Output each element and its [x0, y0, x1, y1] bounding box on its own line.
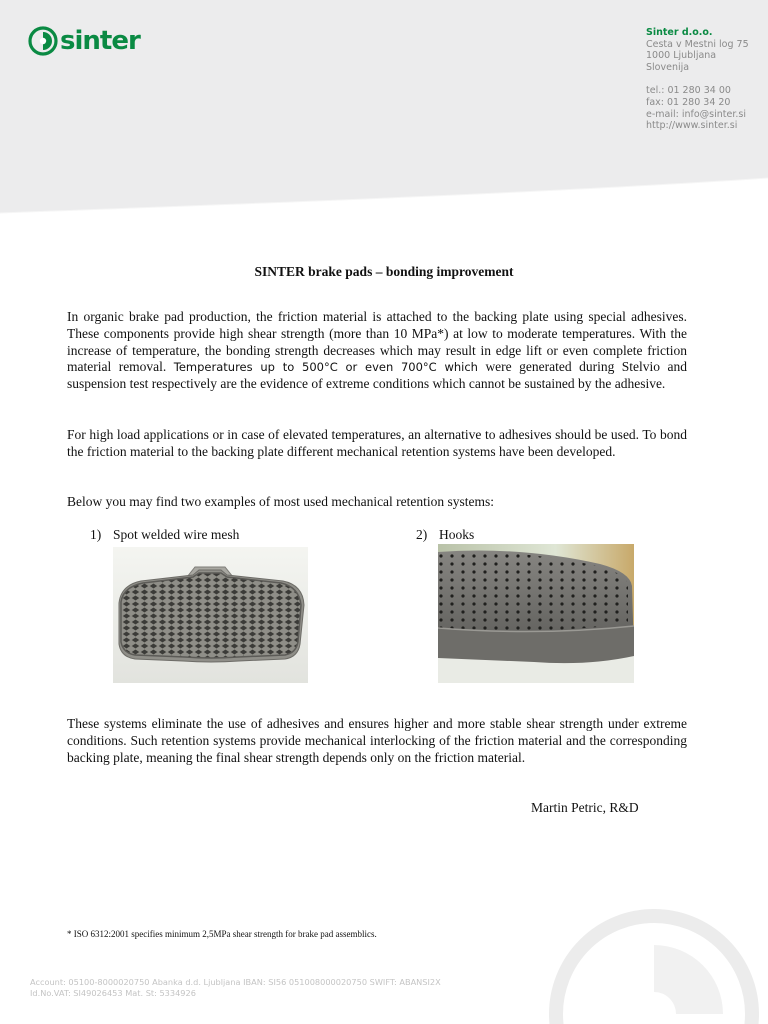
- temperature-text: Temperatures up to 500°C or even 700°C which: [173, 360, 478, 375]
- contact-website[interactable]: http://www.sinter.si: [646, 120, 738, 132]
- signature: Martin Petric, R&D: [531, 800, 639, 815]
- address-line: Cesta v Mestni log 75: [646, 38, 749, 50]
- list-item-hooks: 2) Hooks: [416, 527, 475, 542]
- footer-vat-line: Id.No.VAT: SI49026453 Mat. St: 5334926: [30, 988, 196, 998]
- list-item-wire-mesh: 1) Spot welded wire mesh: [90, 527, 240, 542]
- paragraph-2: For high load applications or in case of elevated temperatures, an alternative to adhesives should be used. To bond the friction material to the backing plate different mechanical retention systems have been developed.: [67, 427, 687, 459]
- footnote: * ISO 6312:2001 specifies minimum 2,5MPa shear strength for brake pad assemblics.: [67, 929, 377, 939]
- address-line: Slovenija: [646, 61, 690, 73]
- footer-account-line: Account: 05100-8000020750 Abanka d.d. Ljubljana IBAN: SI56 051008000020750 SWIFT: ABANSI2X: [30, 977, 441, 987]
- wire-mesh-brake-pad-photo: [113, 547, 308, 683]
- logo-watermark: [540, 900, 768, 1024]
- contact-fax: fax: 01 280 34 20: [646, 96, 731, 108]
- hooks-brake-pad-photo: [438, 544, 634, 683]
- paragraph-1: In organic brake pad production, the friction material is attached to the backing plate using special adhesives. These components provide high shear strength (more than 10 MPa*) at low to moderate temperatures. With the increase of temperature, the bonding strength decreases which may result in edge lift or even complete friction material removal. Temperatures up to 500°C or even 700°C which were generated during Stelvio and suspension test respectively are the evidence of extreme conditions which cannot be sustained by the adhesive.: [67, 309, 687, 392]
- sinter-logo-icon: [28, 26, 58, 56]
- contact-email[interactable]: e-mail: info@sinter.si: [646, 108, 746, 120]
- contact-phone: tel.: 01 280 34 00: [646, 85, 731, 97]
- company-address-block: [646, 27, 749, 132]
- paragraph-3: Below you may find two examples of most used mechanical retention systems:: [67, 494, 495, 509]
- footer-bank-info: [30, 977, 441, 999]
- paragraph-4: These systems eliminate the use of adhesives and ensures higher and more stable shear strength under extreme conditions. Such retention systems provide mechanical interlocking of the friction material and the corresponding backing plate, meaning the final shear strength depends only on the friction material.: [67, 716, 687, 765]
- company-name: Sinter d.o.o.: [646, 27, 713, 38]
- address-line: 1000 Ljubljana: [646, 50, 717, 62]
- logo-wordmark: sinter: [60, 26, 140, 56]
- sinter-logo: [28, 26, 140, 56]
- document-title: SINTER brake pads – bonding improvement: [254, 264, 514, 279]
